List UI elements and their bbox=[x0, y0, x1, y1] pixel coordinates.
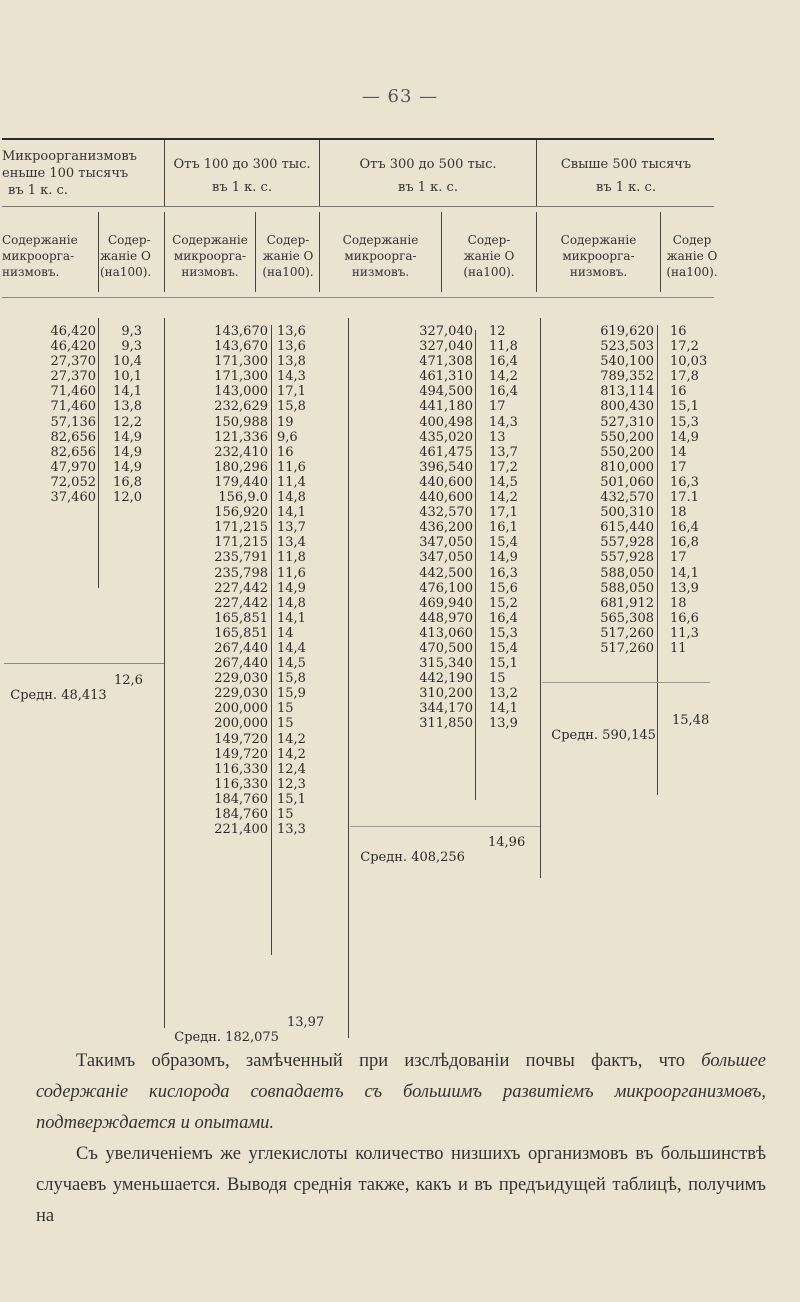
table-cell: 17,2 bbox=[489, 459, 518, 475]
table-cell: 15,1 bbox=[277, 791, 306, 807]
table-cell: 16 bbox=[670, 324, 687, 339]
col-divider bbox=[536, 140, 537, 206]
table-cell: 13,6 bbox=[277, 324, 306, 339]
table-cell: 16,4 bbox=[489, 610, 518, 626]
table-cell: 11,8 bbox=[277, 550, 306, 566]
table-cell: 16,8 bbox=[670, 535, 699, 551]
table-cell: 311,850 bbox=[419, 716, 473, 732]
table-cell: 17,2 bbox=[670, 339, 699, 355]
table-cell: 432,570 bbox=[600, 490, 654, 506]
table-cell: 14,2 bbox=[489, 490, 518, 506]
table-cell: 46,420 bbox=[50, 324, 96, 339]
table-cell: 13,3 bbox=[277, 822, 306, 838]
col-divider bbox=[441, 212, 442, 292]
table-top-rule bbox=[2, 138, 714, 140]
table-cell: 347,050 bbox=[419, 550, 473, 566]
table-cell: 13,6 bbox=[277, 339, 306, 355]
page-number: — 63 — bbox=[361, 86, 439, 107]
table-cell: 18 bbox=[670, 595, 687, 611]
col-divider bbox=[164, 318, 165, 1028]
table-cell: 15,1 bbox=[489, 656, 518, 672]
table-cell: 800,430 bbox=[600, 399, 654, 415]
table-cell: 149,720 bbox=[214, 731, 268, 747]
table-cell: 315,340 bbox=[419, 656, 473, 672]
g4-average: Средн. 590,145 bbox=[551, 728, 656, 743]
table-cell: 10,03 bbox=[670, 354, 708, 370]
table-cell: 440,600 bbox=[419, 490, 473, 506]
table-cell: 16,4 bbox=[489, 354, 518, 370]
table-cell: 14,1 bbox=[489, 701, 518, 717]
table-cell: 588,050 bbox=[600, 580, 654, 596]
table-cell: 615,440 bbox=[600, 520, 654, 536]
paragraph-2: Съ увеличеніемъ же углекислоты количество низшихъ организмовъ въ большинствѣ случаевъ уменьшается. Выводя среднія также, какъ и въ предъидущей таблицѣ, получимъ на bbox=[36, 1144, 766, 1226]
table-cell: 12,0 bbox=[113, 490, 142, 506]
table-cell: 17,1 bbox=[489, 505, 518, 521]
table-cell: 442,190 bbox=[419, 671, 473, 687]
col-divider bbox=[164, 212, 165, 292]
table-cell: 17,8 bbox=[670, 369, 699, 385]
table-cell: 10,4 bbox=[113, 354, 142, 370]
table-cell: 180,296 bbox=[214, 459, 268, 475]
table-cell: 413,060 bbox=[419, 625, 473, 641]
table-cell: 461,310 bbox=[419, 369, 473, 385]
table-cell: 442,500 bbox=[419, 565, 473, 581]
table-cell: 27,370 bbox=[50, 354, 96, 370]
g3-avg-rule bbox=[350, 826, 540, 827]
table-cell: 16,3 bbox=[489, 565, 518, 581]
header-group-4: Свыше 500 тысячъ въ 1 к. с. bbox=[560, 157, 692, 195]
table-cell: 72,052 bbox=[50, 474, 96, 490]
table-cell: 229,030 bbox=[214, 686, 268, 702]
table-cell: 156,920 bbox=[214, 505, 268, 521]
table-cell: 143,670 bbox=[214, 324, 268, 339]
table-cell: 200,000 bbox=[214, 701, 268, 717]
table-cell: 19 bbox=[277, 414, 294, 430]
table-cell: 221,400 bbox=[214, 822, 268, 838]
col-divider bbox=[660, 212, 661, 292]
table-cell: 121,336 bbox=[214, 429, 268, 445]
table-cell: 15,6 bbox=[489, 580, 518, 596]
table-cell: 681,912 bbox=[600, 595, 654, 611]
table-cell: 9,3 bbox=[121, 324, 142, 339]
col-divider bbox=[475, 330, 476, 800]
col-divider bbox=[255, 212, 256, 292]
table-cell: 149,720 bbox=[214, 746, 268, 762]
table-cell: 16,1 bbox=[489, 520, 518, 536]
table-cell: 789,352 bbox=[600, 369, 654, 385]
table-cell: 13,2 bbox=[489, 686, 518, 702]
table-cell: 171,300 bbox=[214, 369, 268, 385]
table-cell: 11,3 bbox=[670, 625, 699, 641]
header-group-2: Отъ 100 до 300 тыс. въ 1 к. с. bbox=[173, 157, 311, 195]
table-cell: 432,570 bbox=[419, 505, 473, 521]
paragraph-1: Такимъ образомъ, замѣченный при изслѣдованіи почвы фактъ, что большее содержаніе кислорода совпадаетъ съ большимъ развитіемъ микроорганизмовъ, подтверждается и опытами. bbox=[36, 1051, 766, 1133]
table-cell: 436,200 bbox=[419, 520, 473, 536]
col-divider bbox=[536, 212, 537, 292]
table-cell: 13,9 bbox=[670, 580, 699, 596]
col-divider bbox=[540, 318, 541, 878]
table-cell: 229,030 bbox=[214, 671, 268, 687]
g3-average-oxygen: 14,96 bbox=[488, 835, 526, 850]
table-cell: 15,3 bbox=[670, 414, 699, 430]
table-cell: 17.1 bbox=[670, 490, 699, 506]
g4-oxygen-column bbox=[670, 324, 710, 656]
table-cell: 14,1 bbox=[277, 610, 306, 626]
table-cell: 165,851 bbox=[214, 610, 268, 626]
table-cell: 327,040 bbox=[419, 324, 473, 339]
table-cell: 550,200 bbox=[600, 429, 654, 445]
table-cell: 16,4 bbox=[489, 384, 518, 400]
table-cell: 156,9.0 bbox=[218, 490, 268, 506]
subheader-g1-content: Содержаніе микроорга- низмовъ. bbox=[2, 233, 78, 279]
table-cell: 16 bbox=[277, 444, 294, 460]
table-cell: 11,6 bbox=[277, 459, 306, 475]
table-cell: 13,7 bbox=[277, 520, 306, 536]
subheader-g2-oxygen: Содер- жаніе О (на100). bbox=[262, 233, 314, 279]
table-cell: 11,4 bbox=[277, 474, 306, 490]
table-cell: 17 bbox=[670, 550, 687, 566]
g4-avg-rule bbox=[542, 682, 710, 683]
table-cell: 179,440 bbox=[214, 474, 268, 490]
table-cell: 12 bbox=[489, 324, 506, 339]
table-cell: 310,200 bbox=[419, 686, 473, 702]
table-cell: 12,4 bbox=[277, 761, 306, 777]
header-group-1: Микроорганизмовъ еньше 100 тысячъ въ 1 к. с. bbox=[2, 149, 137, 198]
table-cell: 13,9 bbox=[489, 716, 518, 732]
table-cell: 347,050 bbox=[419, 535, 473, 551]
table-cell: 15,2 bbox=[489, 595, 518, 611]
table-cell: 15,3 bbox=[489, 625, 518, 641]
table-cell: 14 bbox=[670, 444, 687, 460]
table-cell: 15,4 bbox=[489, 640, 518, 656]
col-divider bbox=[657, 325, 658, 795]
table-cell: 13,8 bbox=[277, 354, 306, 370]
table-cell: 565,308 bbox=[600, 610, 654, 626]
col-divider bbox=[98, 318, 99, 588]
table-cell: 14,9 bbox=[277, 580, 306, 596]
table-cell: 813,114 bbox=[600, 384, 654, 400]
table-cell: 16,6 bbox=[670, 610, 699, 626]
table-cell: 557,928 bbox=[600, 535, 654, 551]
g3-oxygen-column bbox=[489, 324, 533, 732]
table-cell: 57,136 bbox=[50, 414, 96, 430]
table-cell: 461,475 bbox=[419, 444, 473, 460]
table-cell: 15,8 bbox=[277, 671, 306, 687]
table-cell: 550,200 bbox=[600, 444, 654, 460]
table-cell: 82,656 bbox=[50, 429, 96, 445]
table-cell: 150,988 bbox=[214, 414, 268, 430]
table-cell: 588,050 bbox=[600, 565, 654, 581]
table-cell: 440,600 bbox=[419, 474, 473, 490]
table-cell: 143,000 bbox=[214, 384, 268, 400]
table-cell: 14,9 bbox=[113, 444, 142, 460]
table-cell: 16 bbox=[670, 384, 687, 400]
table-cell: 17 bbox=[489, 399, 506, 415]
table-cell: 227,442 bbox=[214, 595, 268, 611]
table-cell: 14,9 bbox=[670, 429, 699, 445]
table-cell: 810,000 bbox=[600, 459, 654, 475]
table-cell: 11,6 bbox=[277, 565, 306, 581]
g1-avg-rule bbox=[4, 663, 164, 664]
header-divider bbox=[2, 206, 714, 207]
col-divider bbox=[271, 325, 272, 955]
table-cell: 14,1 bbox=[277, 505, 306, 521]
table-cell: 14,1 bbox=[113, 384, 142, 400]
g1-average-oxygen: 12,6 bbox=[114, 673, 143, 688]
table-cell: 143,670 bbox=[214, 339, 268, 355]
table-cell: 12,2 bbox=[113, 414, 142, 430]
table-cell: 11 bbox=[670, 640, 687, 656]
table-cell: 540,100 bbox=[600, 354, 654, 370]
table-cell: 13 bbox=[489, 429, 506, 445]
table-cell: 15,9 bbox=[277, 686, 306, 702]
table-cell: 235,798 bbox=[214, 565, 268, 581]
col-divider bbox=[319, 140, 320, 206]
table-cell: 435,020 bbox=[419, 429, 473, 445]
table-cell: 517,260 bbox=[600, 625, 654, 641]
table-cell: 267,440 bbox=[214, 656, 268, 672]
col-divider bbox=[348, 318, 349, 1038]
table-cell: 71,460 bbox=[50, 399, 96, 415]
table-cell: 232,410 bbox=[214, 444, 268, 460]
table-cell: 46,420 bbox=[50, 339, 96, 355]
table-cell: 14,4 bbox=[277, 640, 306, 656]
table-cell: 470,500 bbox=[419, 640, 473, 656]
subheader-g1-oxygen: Содер- жаніе О (на100). bbox=[100, 233, 152, 279]
table-cell: 14,3 bbox=[489, 414, 518, 430]
table-cell: 527,310 bbox=[600, 414, 654, 430]
table-cell: 476,100 bbox=[419, 580, 473, 596]
table-cell: 9,3 bbox=[121, 339, 142, 355]
table-cell: 15 bbox=[489, 671, 506, 687]
table-cell: 17 bbox=[670, 459, 687, 475]
table-cell: 116,330 bbox=[214, 761, 268, 777]
table-cell: 14,2 bbox=[489, 369, 518, 385]
subheader-divider bbox=[2, 297, 714, 298]
table-cell: 441,180 bbox=[419, 399, 473, 415]
table-cell: 82,656 bbox=[50, 444, 96, 460]
g4-average-oxygen: 15,48 bbox=[672, 713, 710, 728]
table-cell: 400,498 bbox=[419, 414, 473, 430]
table-cell: 184,760 bbox=[214, 807, 268, 822]
header-group-3: Отъ 300 до 500 тыс. въ 1 к. с. bbox=[359, 157, 497, 195]
subheader-g4-oxygen: Содер жаніе О (на100). bbox=[666, 233, 718, 279]
g1-average: Средн. 48,413 bbox=[10, 688, 107, 703]
table-cell: 14,9 bbox=[489, 550, 518, 566]
table-cell: 13,4 bbox=[277, 535, 306, 551]
table-cell: 14,2 bbox=[277, 731, 306, 747]
table-cell: 12,3 bbox=[277, 776, 306, 792]
table-cell: 227,442 bbox=[214, 580, 268, 596]
table-cell: 9,6 bbox=[277, 429, 298, 445]
table-cell: 14,5 bbox=[277, 656, 306, 672]
table-cell: 13,7 bbox=[489, 444, 518, 460]
col-divider bbox=[164, 140, 165, 206]
table-cell: 16,3 bbox=[670, 474, 699, 490]
table-cell: 557,928 bbox=[600, 550, 654, 566]
table-cell: 13,8 bbox=[113, 399, 142, 415]
table-cell: 10,1 bbox=[113, 369, 142, 385]
subheader-g3-oxygen: Содер- жаніе О (на100). bbox=[463, 233, 515, 279]
table-cell: 267,440 bbox=[214, 640, 268, 656]
table-cell: 501,060 bbox=[600, 474, 654, 490]
table-cell: 15,4 bbox=[489, 535, 518, 551]
table-cell: 15,1 bbox=[670, 399, 699, 415]
g4-micro-column bbox=[552, 324, 654, 656]
table-cell: 494,500 bbox=[419, 384, 473, 400]
table-cell: 500,310 bbox=[600, 505, 654, 521]
table-cell: 344,170 bbox=[419, 701, 473, 717]
table-cell: 18 bbox=[670, 505, 687, 521]
table-cell: 47,970 bbox=[50, 459, 96, 475]
table-cell: 15 bbox=[277, 701, 294, 717]
table-cell: 235,791 bbox=[214, 550, 268, 566]
table-cell: 16,8 bbox=[113, 474, 142, 490]
table-cell: 27,370 bbox=[50, 369, 96, 385]
table-cell: 14,2 bbox=[277, 746, 306, 762]
table-cell: 619,620 bbox=[600, 324, 654, 339]
table-cell: 14,8 bbox=[277, 490, 306, 506]
table-cell: 116,330 bbox=[214, 776, 268, 792]
table-cell: 15 bbox=[277, 807, 294, 822]
g1-oxygen-column bbox=[102, 324, 142, 505]
table-cell: 171,215 bbox=[214, 520, 268, 536]
g1-micro-column bbox=[20, 324, 96, 505]
table-cell: 165,851 bbox=[214, 625, 268, 641]
table-cell: 16,4 bbox=[670, 520, 699, 536]
table-cell: 184,760 bbox=[214, 791, 268, 807]
table-cell: 14,3 bbox=[277, 369, 306, 385]
col-divider bbox=[98, 212, 99, 292]
table-cell: 171,215 bbox=[214, 535, 268, 551]
table-cell: 17,1 bbox=[277, 384, 306, 400]
table-cell: 14,9 bbox=[113, 459, 142, 475]
table-cell: 14 bbox=[277, 625, 294, 641]
g2-average: Средн. 182,075 bbox=[174, 1030, 279, 1045]
table-cell: 469,940 bbox=[419, 595, 473, 611]
table-cell: 14,9 bbox=[113, 429, 142, 445]
table-cell: 11,8 bbox=[489, 339, 518, 355]
table-cell: 232,629 bbox=[214, 399, 268, 415]
table-cell: 15 bbox=[277, 716, 294, 732]
g2-average-oxygen: 13,97 bbox=[287, 1015, 325, 1030]
table-cell: 14,1 bbox=[670, 565, 699, 581]
table-cell: 471,308 bbox=[419, 354, 473, 370]
g3-micro-column bbox=[360, 324, 473, 732]
table-cell: 37,460 bbox=[50, 490, 96, 506]
table-cell: 396,540 bbox=[419, 459, 473, 475]
table-cell: 523,503 bbox=[600, 339, 654, 355]
table-cell: 448,970 bbox=[419, 610, 473, 626]
table-cell: 14,5 bbox=[489, 474, 518, 490]
g2-oxygen-column bbox=[277, 324, 317, 837]
table-cell: 71,460 bbox=[50, 384, 96, 400]
table-cell: 15,8 bbox=[277, 399, 306, 415]
g2-micro-column bbox=[180, 324, 268, 837]
table-cell: 200,000 bbox=[214, 716, 268, 732]
subheader-g4-content: Содержаніе микроорга- низмовъ. bbox=[560, 233, 637, 279]
table-cell: 171,300 bbox=[214, 354, 268, 370]
table-cell: 327,040 bbox=[419, 339, 473, 355]
subheader-g2-content: Содержаніе микроорга- низмовъ. bbox=[172, 233, 248, 279]
body-text bbox=[36, 1046, 766, 1232]
col-divider bbox=[319, 212, 320, 292]
table-cell: 517,260 bbox=[600, 640, 654, 656]
g3-average: Средн. 408,256 bbox=[360, 850, 465, 865]
subheader-g3-content: Содержаніе микроорга- низмовъ. bbox=[342, 233, 419, 279]
table-cell: 14,8 bbox=[277, 595, 306, 611]
